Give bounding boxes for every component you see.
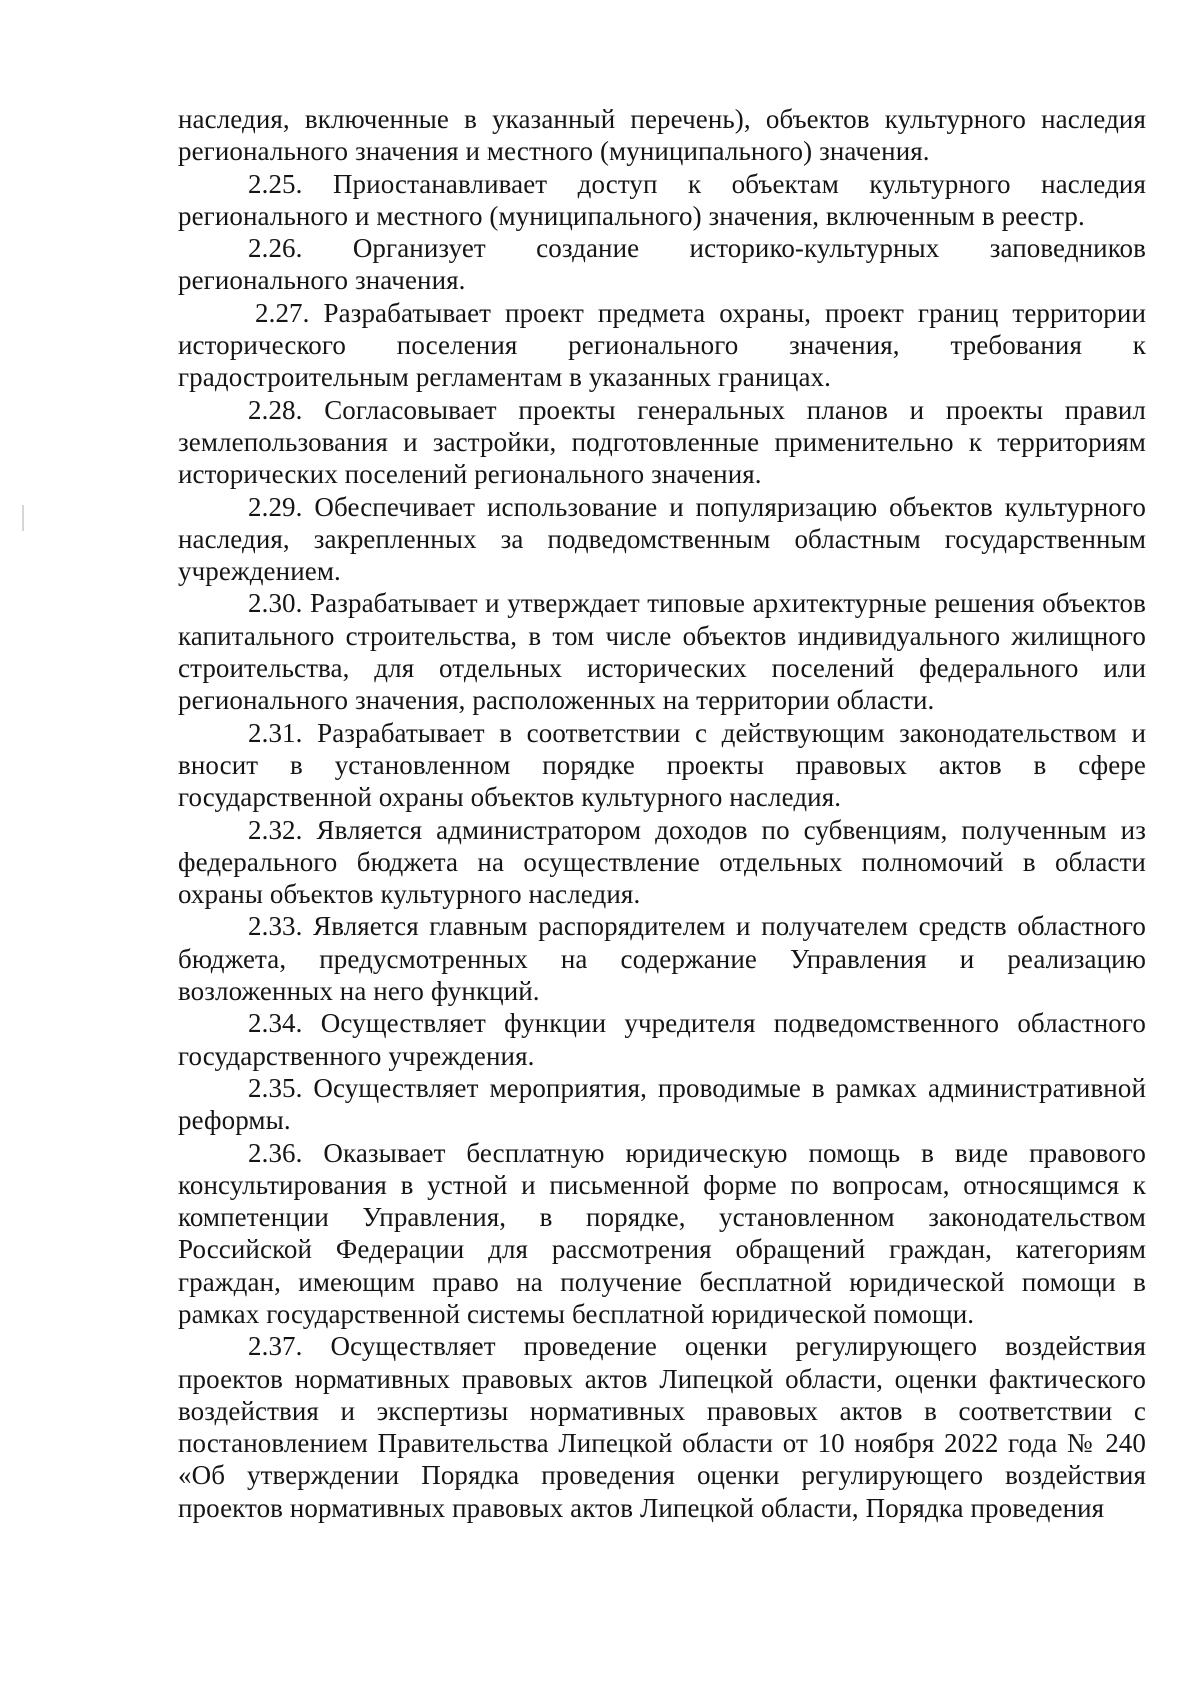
paragraph-2-25: 2.25. Приостанавливает доступ к объектам культурного наследия регионального и местного (муниципального) значения, включенным в реестр.: [178, 168, 1146, 231]
paragraph-2-35: 2.35. Осуществляет мероприятия, проводимые в рамках административной реформы.: [178, 1072, 1146, 1136]
paragraph-continuation: наследия, включенные в указанный перечень), объектов культурного наследия регионального значения и местного (муниципального) значения.: [178, 104, 1146, 167]
scan-margin-mark: [22, 505, 24, 531]
paragraph-2-30: 2.30. Разрабатывает и утверждает типовые архитектурные решения объектов капитального строительства, в том числе объектов индивидуального жилищного строительства, для отдельных исторических поселений федерального или регионального значения, расположенных на территории области.: [178, 588, 1146, 716]
paragraph-2-34: 2.34. Осуществляет функции учредителя подведомственного областного государственного учреждения.: [178, 1008, 1146, 1071]
paragraph-2-32: 2.32. Является администратором доходов по субвенциям, полученным из федерального бюджета на осуществление отдельных полномочий в области охраны объектов культурного наследия.: [178, 814, 1146, 910]
paragraph-2-26: 2.26. Организует создание историко-культурных заповедников регионального значения.: [178, 233, 1146, 296]
paragraph-2-36: 2.36. Оказывает бесплатную юридическую помощь в виде правового консультирования в устной и письменной форме по вопросам, относящимся к компетенции Управления, в порядке, установленном законодательством Российской Федерации для рассмотрения обращений граждан, категориям граждан, имеющим право на получение бесплатной юридической помощи в рамках государственной системы бесплатной юридической помощи.: [178, 1137, 1146, 1329]
paragraph-2-31: 2.31. Разрабатывает в соответствии с действующим законодательством и вносит в установленном порядке проекты правовых актов в сфере государственной охраны объектов культурного наследия.: [178, 717, 1146, 813]
document-body: [178, 103, 1146, 1524]
paragraph-2-37: 2.37. Осуществляет проведение оценки регулирующего воздействия проектов нормативных правовых актов Липецкой области, оценки фактического воздействия и экспертизы нормативных правовых актов в соответствии с постановлением Правительства Липецкой области от 10 ноября 2022 года № 240 «Об утверждении Порядка проведения оценки регулирующего воздействия проектов нормативных правовых актов Липецкой области, Порядка проведения: [178, 1331, 1146, 1523]
paragraph-2-29: 2.29. Обеспечивает использование и популяризацию объектов культурного наследия, закрепленных за подведомственным областным государственным учреждением.: [178, 491, 1146, 587]
paragraph-2-33: 2.33. Является главным распорядителем и получателем средств областного бюджета, предусмотренных на содержание Управления и реализацию возложенных на него функций.: [178, 911, 1146, 1007]
paragraph-2-27: 2.27. Разрабатывает проект предмета охраны, проект границ территории исторического поселения регионального значения, требования к градостроительным регламентам в указанных границах.: [178, 297, 1146, 393]
paragraph-2-28: 2.28. Согласовывает проекты генеральных планов и проекты правил землепользования и застройки, подготовленные применительно к территориям исторических поселений регионального значения.: [178, 394, 1146, 490]
